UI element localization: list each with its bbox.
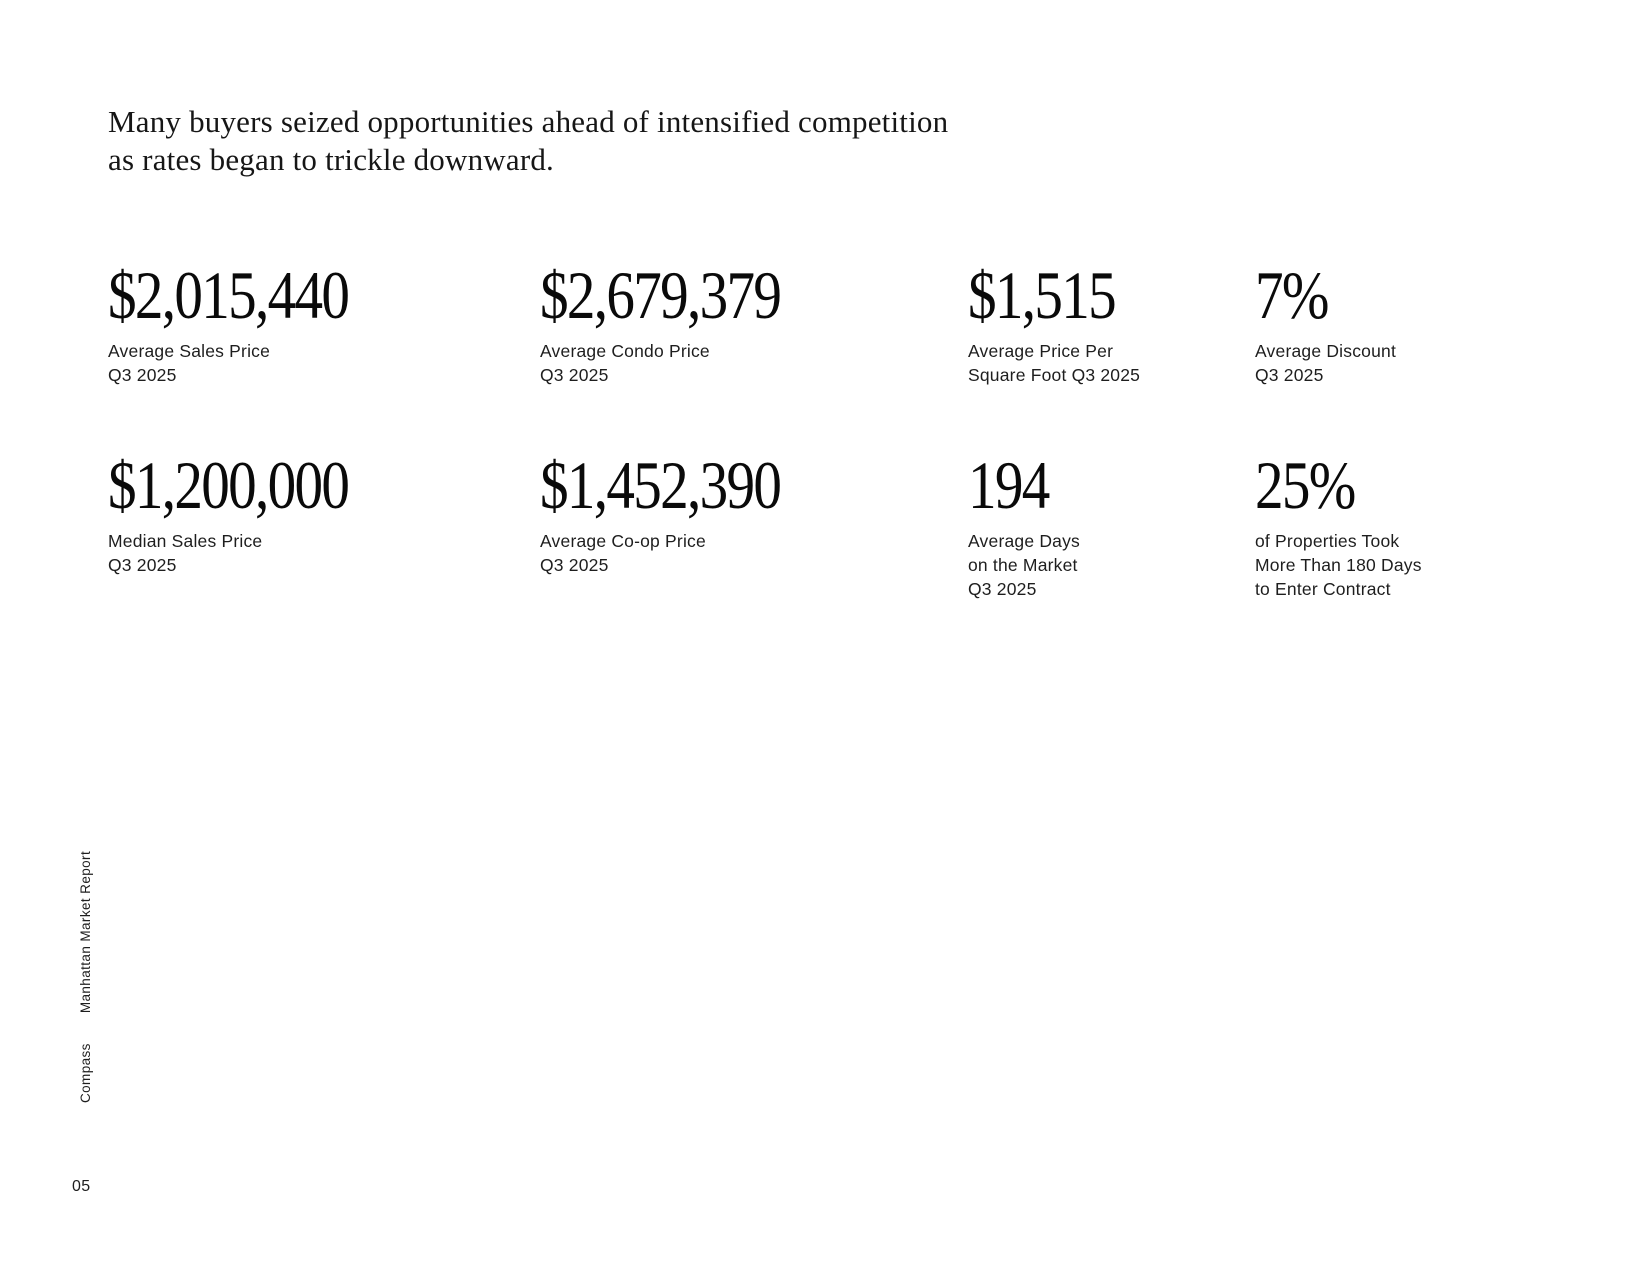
stat-label [968, 529, 1255, 601]
stat-label-line: Average Days [968, 531, 1080, 551]
stat-label [968, 339, 1255, 387]
stat-average-discount [1255, 257, 1555, 450]
report-title: Manhattan Market Report [78, 850, 93, 1014]
stat-label [1255, 529, 1555, 601]
stat-label-line: Q3 2025 [108, 555, 177, 575]
stat-label-line: Square Foot Q3 2025 [968, 365, 1141, 385]
stat-value: 7% [1255, 257, 1328, 333]
stat-label-line: Average Condo Price [540, 341, 710, 361]
headline-line-2: as rates began to trickle downward. [108, 142, 555, 177]
page-number: 05 [72, 1178, 91, 1195]
stat-value: $2,015,440 [108, 257, 349, 333]
stat-average-coop-price [540, 447, 968, 601]
stat-label-line: of Properties Took [1255, 531, 1400, 551]
page-headline [108, 103, 1258, 179]
stat-label-line: More Than 180 Days [1255, 555, 1422, 575]
stat-label [540, 529, 968, 577]
stats-grid [108, 257, 1555, 601]
stat-label-line: to Enter Contract [1255, 579, 1391, 599]
stat-average-price-per-square-foot [968, 257, 1255, 450]
stat-label-line: on the Market [968, 555, 1078, 575]
stat-label-line: Q3 2025 [108, 365, 177, 385]
stat-label-line: Average Sales Price [108, 341, 271, 361]
stat-label-line: Average Price Per [968, 341, 1114, 361]
stat-label [1255, 339, 1555, 387]
stat-label-line: Q3 2025 [540, 555, 609, 575]
stat-value: $1,515 [968, 257, 1115, 333]
stat-label [108, 529, 540, 577]
stat-label-line: Q3 2025 [1255, 365, 1324, 385]
stat-value: $1,200,000 [108, 447, 349, 523]
stat-value: 194 [968, 447, 1049, 523]
stat-label-line: Median Sales Price [108, 531, 263, 551]
stat-average-condo-price [540, 257, 968, 450]
stat-label-line: Average Discount [1255, 341, 1397, 361]
headline-line-1: Many buyers seized opportunities ahead of intensified competition [108, 104, 949, 139]
stat-label-line: Q3 2025 [968, 579, 1037, 599]
sidebar-vertical-text [77, 851, 94, 1103]
stat-average-days-on-market [968, 447, 1255, 601]
stat-value: 25% [1255, 447, 1355, 523]
stat-properties-over-180-days [1255, 447, 1555, 601]
stat-label-line: Average Co-op Price [540, 531, 706, 551]
stat-label [108, 339, 540, 387]
stat-value: $2,679,379 [540, 257, 781, 333]
stat-median-sales-price [108, 447, 540, 601]
brand-name: Compass [78, 1043, 93, 1103]
stat-value: $1,452,390 [540, 447, 781, 523]
stat-average-sales-price [108, 257, 540, 450]
stat-label-line: Q3 2025 [540, 365, 609, 385]
stat-label [540, 339, 968, 387]
